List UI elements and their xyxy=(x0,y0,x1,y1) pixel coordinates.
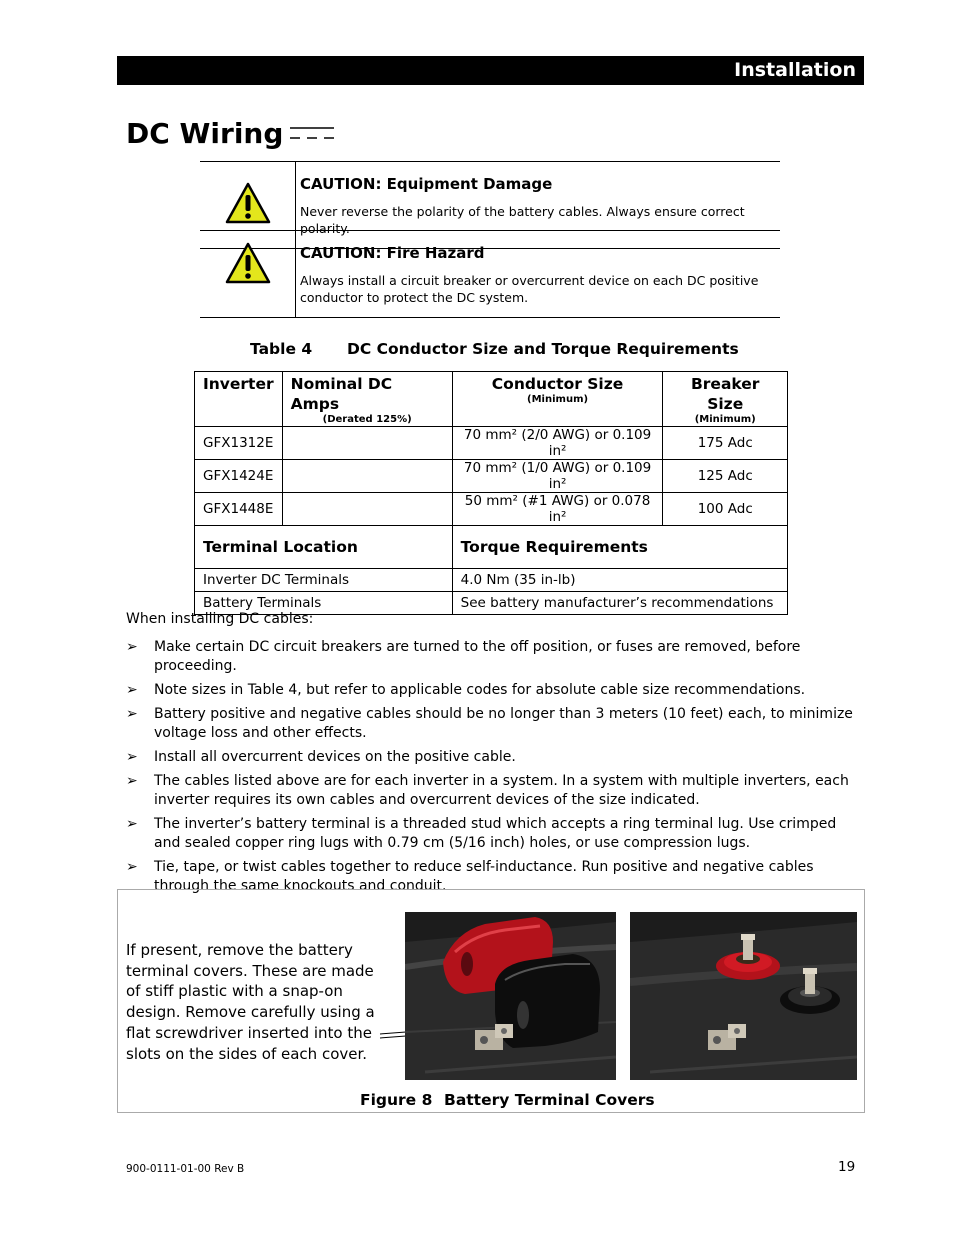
arrow-bullet-icon: ➢ xyxy=(126,639,138,655)
bullet-list xyxy=(126,638,856,901)
list-item xyxy=(126,681,856,700)
cell-breaker: 175 Adc xyxy=(663,427,788,460)
cell-location: Inverter DC Terminals xyxy=(195,569,453,592)
col-header-terminal-location: Terminal Location xyxy=(203,538,358,556)
cell-amps xyxy=(282,493,452,526)
cell-breaker: 100 Adc xyxy=(663,493,788,526)
col-subheader-conductor: (Minimum) xyxy=(527,394,589,405)
bullet-text: Tie, tape, or twist cables together to reduce self-inductance. Run positive and negative cables through the same knockouts and conduit. xyxy=(154,859,814,894)
cell-torque: See battery manufacturer’s recommendations xyxy=(452,592,787,615)
table-caption xyxy=(250,340,739,358)
table-title: DC Conductor Size and Torque Requirements xyxy=(347,340,739,358)
section-title: Installation xyxy=(734,59,856,81)
arrow-bullet-icon: ➢ xyxy=(126,816,138,832)
figure-instructions: If present, remove the battery terminal covers. These are made of stiff plastic with a snap-on design. Remove carefully using a flat screwdriver inserted into the slots on the sides of each cover. xyxy=(126,941,375,1063)
figure-caption-text: Battery Terminal Covers xyxy=(444,1091,655,1109)
caution-text: Never reverse the polarity of the battery cables. Always ensure correct polarity. xyxy=(300,204,745,236)
figure-caption xyxy=(360,1091,655,1109)
col-subheader-breaker: (Minimum) xyxy=(694,414,756,425)
list-item xyxy=(126,705,856,743)
conductor-table xyxy=(194,371,788,615)
cell-location: Battery Terminals xyxy=(195,592,453,615)
arrow-bullet-icon: ➢ xyxy=(126,682,138,698)
cell-amps xyxy=(282,427,452,460)
cell-conductor: 70 mm² (2/0 AWG) or 0.109 in² xyxy=(452,427,663,460)
bullet-text: The inverter’s battery terminal is a threaded stud which accepts a ring terminal lug. Use crimped and sealed copper ring lugs with 0.79 cm (5/16 inch) holes, or use compression lugs. xyxy=(154,816,837,851)
table-row xyxy=(195,427,788,460)
dc-symbol-icon xyxy=(288,124,336,144)
cell-breaker: 125 Adc xyxy=(663,460,788,493)
col-header-inverter: Inverter xyxy=(203,375,274,393)
battery-terminals-image xyxy=(630,912,857,1080)
document-number: 900-0111-01-00 Rev B xyxy=(126,1163,245,1175)
warning-triangle-icon xyxy=(224,181,272,225)
cell-conductor: 50 mm² (#1 AWG) or 0.078 in² xyxy=(452,493,663,526)
table-row xyxy=(195,460,788,493)
table-row xyxy=(195,569,788,592)
caution-title: CAUTION: Equipment Damage xyxy=(300,175,553,193)
col-header-torque: Torque Requirements xyxy=(460,538,648,556)
arrow-bullet-icon: ➢ xyxy=(126,749,138,765)
list-item xyxy=(126,638,856,676)
warning-triangle-icon xyxy=(224,241,272,285)
list-item xyxy=(126,748,856,767)
arrow-bullet-icon: ➢ xyxy=(126,706,138,722)
col-header-conductor: Conductor Size xyxy=(491,375,624,393)
page-number: 19 xyxy=(838,1159,856,1175)
caution-text: Always install a circuit breaker or overcurrent device on each DC positive conductor to protect the DC system. xyxy=(300,273,759,305)
col-subheader-amps: (Derated 125%) xyxy=(322,414,412,425)
caution-title: CAUTION: Fire Hazard xyxy=(300,244,485,262)
col-header-amps: Nominal DC Amps xyxy=(290,375,393,413)
cell-inverter: GFX1424E xyxy=(195,460,283,493)
bullet-text: The cables listed above are for each inverter in a system. In a system with multiple inverters, each inverter requires its own cables and overcurrent devices of the size indicated. xyxy=(154,773,849,808)
cell-amps xyxy=(282,460,452,493)
cell-inverter: GFX1448E xyxy=(195,493,283,526)
bullet-text: Make certain DC circuit breakers are turned to the off position, or fuses are removed, before proceeding. xyxy=(154,639,801,674)
figure-label: Figure 8 xyxy=(360,1091,433,1109)
bullet-text: Battery positive and negative cables should be no longer than 3 meters (10 feet) each, to minimize voltage loss and other effects. xyxy=(154,706,853,741)
cell-inverter: GFX1312E xyxy=(195,427,283,460)
caution-fire-hazard xyxy=(200,230,780,318)
page-title: DC Wiring xyxy=(126,117,284,150)
bullet-text: Note sizes in Table 4, but refer to applicable codes for absolute cable size recommendations. xyxy=(154,682,806,698)
list-item xyxy=(126,772,856,810)
col-header-breaker: Breaker Size xyxy=(690,375,760,413)
battery-with-covers-image xyxy=(405,912,616,1080)
cell-conductor: 70 mm² (1/0 AWG) or 0.109 in² xyxy=(452,460,663,493)
table-label: Table 4 xyxy=(250,340,313,358)
intro-text: When installing DC cables: xyxy=(126,611,314,627)
cell-torque: 4.0 Nm (35 in-lb) xyxy=(452,569,787,592)
table-row xyxy=(195,493,788,526)
warning-cell xyxy=(200,231,296,318)
list-item xyxy=(126,815,856,853)
bullet-text: Install all overcurrent devices on the positive cable. xyxy=(154,749,516,765)
arrow-bullet-icon: ➢ xyxy=(126,859,138,875)
arrow-bullet-icon: ➢ xyxy=(126,773,138,789)
